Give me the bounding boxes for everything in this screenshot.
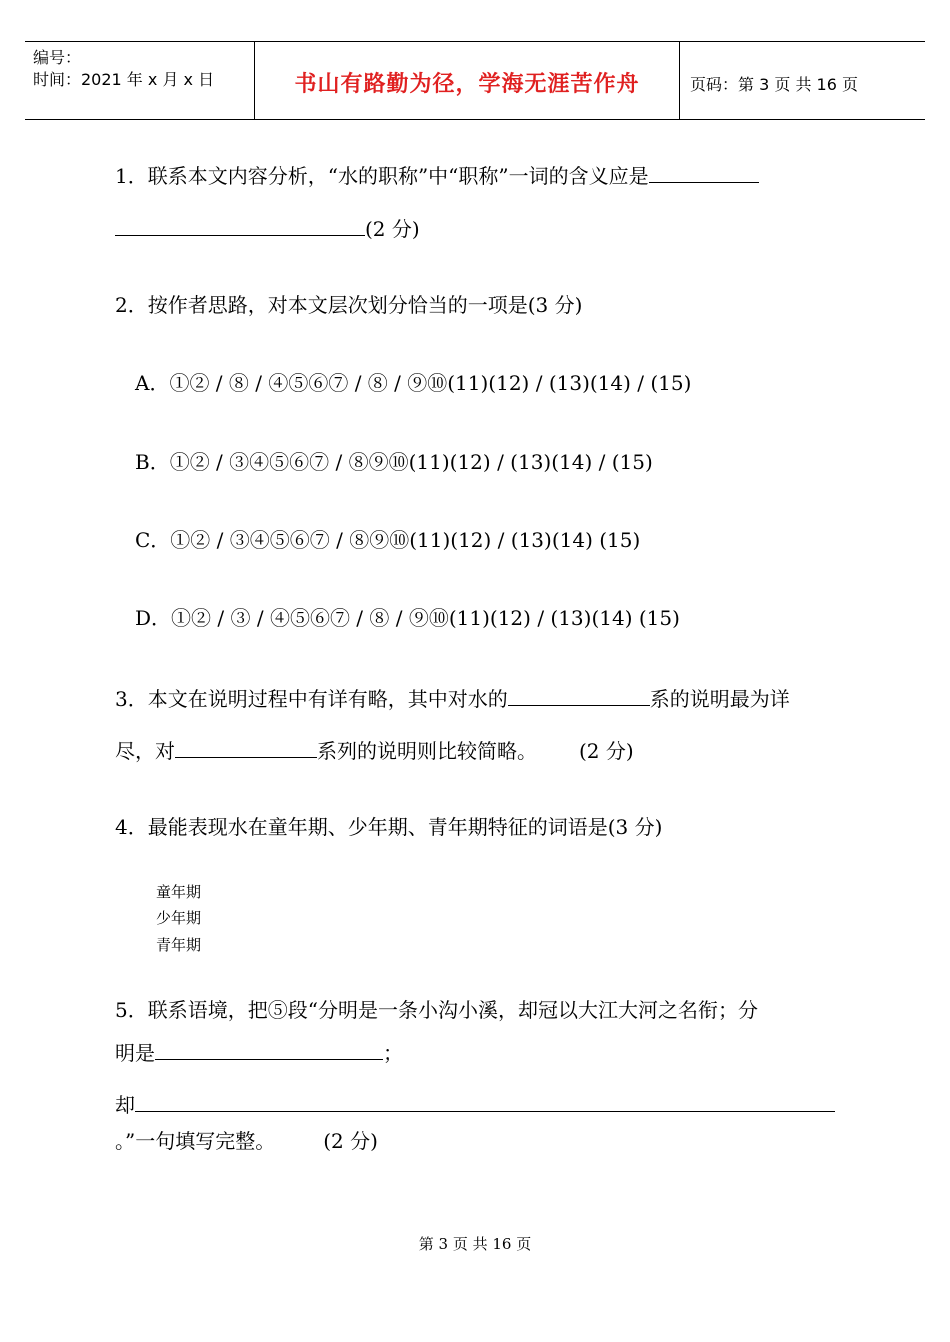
question-5-text: ； [383,1041,403,1065]
question-5-score: (2 分) [323,1129,378,1153]
question-3-score: (2 分) [579,739,634,763]
header-page-cell [680,42,925,119]
question-5-line2 [115,1039,403,1065]
stage-juvenile: 少年期 [156,909,202,927]
page-info: 页码：第 3 页 共 16 页 [690,75,858,94]
answer-blank[interactable] [649,162,759,183]
answer-blank[interactable] [175,737,317,758]
question-5-text: 明是 [115,1041,155,1065]
question-1-text: 1．联系本文内容分析，“水的职称”中“职称”一词的含义应是 [115,164,649,188]
question-3-cont [115,737,634,763]
question-5-text: 却 [115,1093,135,1117]
question-3-text: 3．本文在说明过程中有详有略，其中对水的 [115,687,508,711]
question-1 [115,162,759,188]
stage-youth: 青年期 [156,936,202,954]
answer-blank[interactable] [135,1091,835,1112]
question-5: 5．联系语境，把⑤段“分明是一条小沟小溪，却冠以大江大河之名衔；分 [115,998,758,1022]
question-4: 4．最能表现水在童年期、少年期、青年期特征的词语是(3 分) [115,815,663,839]
question-1-score: (2 分) [365,217,420,241]
stage-childhood: 童年期 [156,883,202,901]
question-3-text: 系的说明最为详 [649,687,790,711]
question-1-cont [115,215,420,241]
question-5-line3 [115,1091,835,1117]
option-b: B．①② / ③④⑤⑥⑦ / ⑧⑨⑩(11)(12) / (13)(14) / (15) [135,450,653,474]
answer-blank[interactable] [508,685,650,706]
answer-blank[interactable] [155,1039,383,1060]
answer-blank[interactable] [115,215,365,236]
page-header [25,41,925,120]
question-5-text: 。”一句填写完整。 [115,1129,276,1153]
page-footer: 第 3 页 共 16 页 [418,1235,532,1253]
question-5-line4 [115,1129,378,1153]
question-2: 2．按作者思路，对本文层次划分恰当的一项是(3 分) [115,293,583,317]
motto: 书山有路勤为径，学海无涯苦作舟 [294,72,640,97]
option-d: D．①② / ③ / ④⑤⑥⑦ / ⑧ / ⑨⑩(11)(12) / (13)(14) (15) [135,606,680,630]
time-label: 时间：2021 年 x 月 x 日 [33,70,215,89]
option-c: C．①② / ③④⑤⑥⑦ / ⑧⑨⑩(11)(12) / (13)(14) (15) [135,528,641,552]
option-a: A．①② / ⑧ / ④⑤⑥⑦ / ⑧ / ⑨⑩(11)(12) / (13)(14) / (15) [135,371,692,395]
question-3 [115,685,790,711]
number-label: 编号： [33,48,82,67]
question-3-text: 尽，对 [115,739,175,763]
header-meta [25,42,255,119]
header-motto-cell [255,42,680,119]
question-3-text: 系列的说明则比较简略。 [317,739,537,763]
